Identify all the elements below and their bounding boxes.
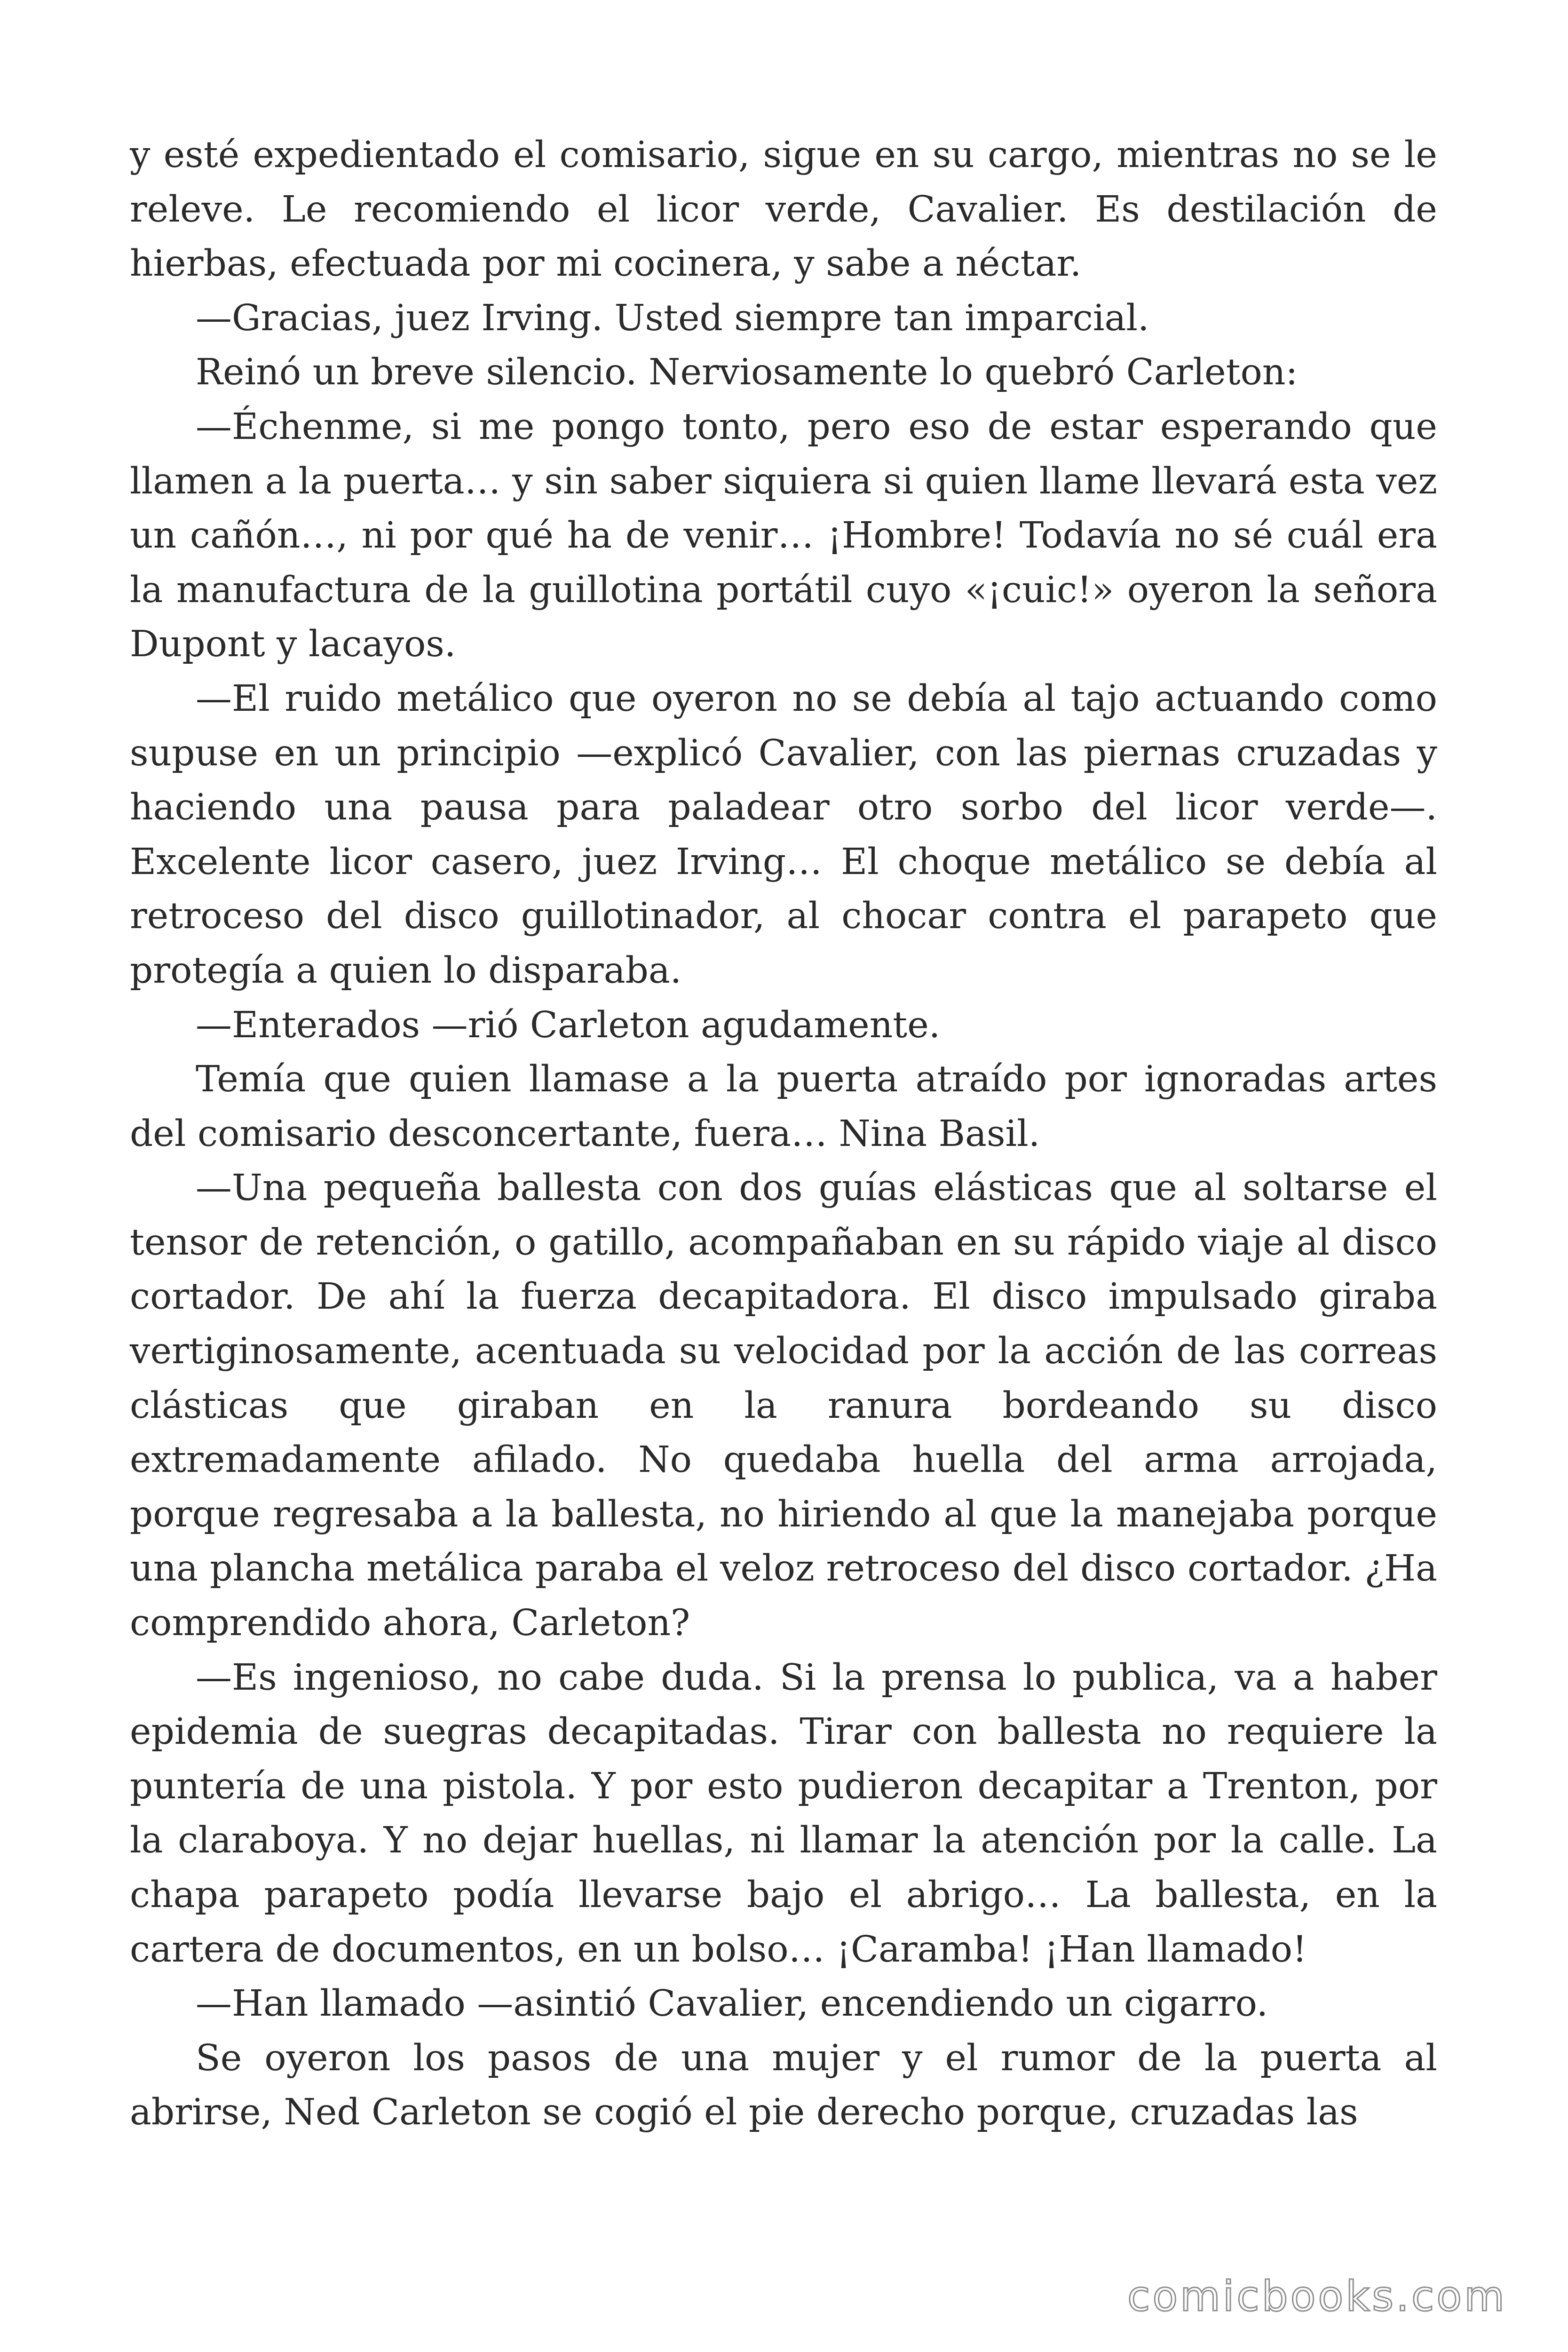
paragraph-11: Se oyeron los pasos de una mujer y el rumor de la puerta al abrirse, Ned Carleton se cogió el pie derecho porque, cruzadas las bbox=[130, 2037, 1437, 2134]
paragraph-8: —Una pequeña ballesta con dos guías elásticas que al soltarse el tensor de retención, o gatillo, acompañaban en su rápido viaje al disco cortador. De ahí la fuerza decapitadora. El disco impulsado giraba vertiginosamente, acentuada su velocidad por la acción de las correas clásticas que giraban en la ranura bordeando su disco extremadamente afilado. No quedaba huella del arma arrojada, porque regresaba a la ballesta, no hiriendo al que la manejaba porque una plancha metálica paraba el veloz retroceso del disco cortador. ¿Ha comprendido ahora, Carleton? bbox=[130, 1167, 1437, 1645]
paragraph-1: y esté expedientado el comisario, sigue en su cargo, mientras no se le releve. Le recomiendo el licor verde, Cavalier. Es destilación de hierbas, efectuada por mi cocinera, y sabe a néctar. bbox=[130, 134, 1437, 285]
paragraph-6: —Enterados —rió Carleton agudamente. bbox=[196, 1004, 941, 1046]
paragraph-2: —Gracias, juez Irving. Usted siempre tan imparcial. bbox=[196, 297, 1149, 339]
paragraph-7: Temía que quien llamase a la puerta atraído por ignoradas artes del comisario desconcertante, fuera… Nina Basil. bbox=[130, 1058, 1437, 1155]
page-body-text bbox=[130, 128, 1437, 2140]
paragraph-5: —El ruido metálico que oyeron no se debía al tajo actuando como supuse en un principio —explicó Cavalier, con las piernas cruzadas y haciendo una pausa para paladear otro sorbo del licor verde—. Excelente licor casero, juez Irving… El choque metálico se debía al retroceso del disco guillotinador, al chocar contra el parapeto que protegía a quien lo disparaba. bbox=[130, 677, 1437, 992]
paragraph-9: —Es ingenioso, no cabe duda. Si la prensa lo publica, va a haber epidemia de suegras decapitadas. Tirar con ballesta no requiere la puntería de una pistola. Y por esto pudieron decapitar a Trenton, por la claraboya. Y no dejar huellas, ni llamar la atención por la calle. La chapa parapeto podía llevarse bajo el abrigo… La ballesta, en la cartera de documentos, en un bolso… ¡Caramba! ¡Han llamado! bbox=[130, 1656, 1437, 1971]
watermark: comicbooks.com bbox=[1127, 2272, 1507, 2320]
paragraph-10: —Han llamado —asintió Cavalier, encendiendo un cigarro. bbox=[196, 1983, 1268, 2025]
paragraph-3: Reinó un breve silencio. Nerviosamente lo quebró Carleton: bbox=[196, 351, 1298, 394]
paragraph-4: —Échenme, si me pongo tonto, pero eso de estar esperando que llamen a la puerta… y sin saber siquiera si quien llame llevará esta vez un cañón…, ni por qué ha de venir… ¡Hombre! Todavía no sé cuál era la manufactura de la guillotina portátil cuyo «¡cuic!» oyeron la señora Dupont y lacayos. bbox=[130, 405, 1437, 666]
